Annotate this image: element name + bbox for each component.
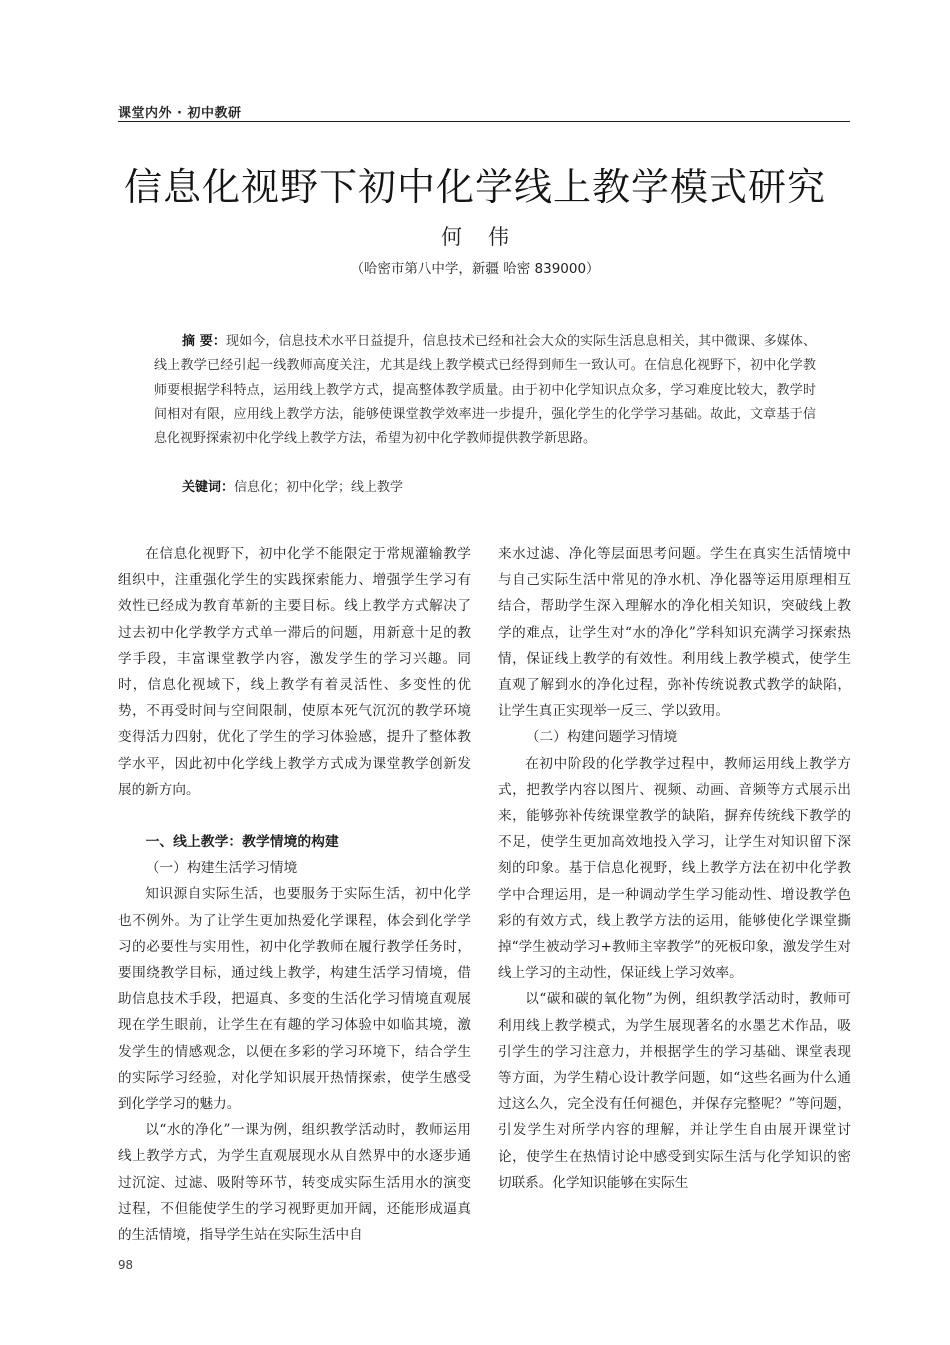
abstract: [154, 330, 816, 451]
keywords-text: 信息化；初中化学；线上教学: [234, 480, 404, 495]
journal-section-label: 课堂内外 · 初中教研: [118, 106, 242, 121]
keywords: [154, 476, 816, 500]
body-paragraph-continued: 来水过滤、净化等层面思考问题。学生在真实生活情境中与自己实际生活中常见的净水机、净化器等运用原理相互结合，帮助学生深入理解水的净化相关知识，突破线上教学的难点，让学生对“水的净化”学科知识充满学习探索热情，保证线上教学的有效性。利用线上教学模式，使学生直观了解到水的净化过程，弥补传统说教式教学的缺陷，让学生真正实现举一反三、学以致用。: [498, 546, 851, 720]
subsection-heading: （二）构建问题学习情境: [525, 729, 678, 746]
abstract-label: 摘 要：: [182, 334, 226, 349]
subsection-heading: （一）构建生活学习情境: [145, 860, 298, 877]
body-paragraph: 以“水的净化”一课为例，组织教学活动时，教师运用线上教学方式，为学生直观展现水从自然界中的水逐步通过沉淀、过滤、吸附等环节，转变成实际生活用水的演变过程，不但能使学生的学习视野更加开阔，还能形成逼真的生活情境，指导学生站在实际生活中自: [118, 1122, 471, 1244]
body-column-right: [498, 541, 851, 1196]
abstract-text: 现如今，信息技术水平日益提升，信息技术已经和社会大众的实际生活息息相关，其中微课、多媒体、线上教学已经引起一线教师高度关注，尤其是线上教学模式已经得到师生一致认可。在信息化视野下，初中化学教师要根据学科特点，运用线上教学方式，提高整体教学质量。由于初中化学知识点众多，学习难度比较大，教学时间相对有限，应用线上教学方法，能够使课堂教学效率进一步提升，强化学生的化学学习基础。故此，文章基于信息化视野探索初中化学线上教学方法，希望为初中化学教师提供教学新思路。: [154, 334, 816, 447]
keywords-label: 关键词：: [182, 480, 235, 495]
article-author: 何伟: [441, 225, 535, 249]
article-title: 信息化视野下初中化学线上教学模式研究: [123, 165, 826, 209]
author-affiliation: （哈密市第八中学，新疆 哈密 839000）: [350, 261, 600, 277]
body-paragraph: 知识源自实际生活，也要服务于实际生活，初中化学也不例外。为了让学生更加热爱化学课程，体会到化学学习的必要性与实用性，初中化学教师在履行教学任务时，要围绕教学目标，通过线上教学，构建生活学习情境，借助信息技术手段，把逼真、多变的生活化学习情境直观展现在学生眼前，让学生在有趣的学习体验中如临其境，激发学生的情感观念，以便在多彩的学习环境下，结合学生的实际学习经验，对化学知识展开热情探索，使学生感受到化学学习的魅力。: [118, 886, 471, 1113]
intro-paragraph: 在信息化视野下，初中化学不能限定于常规灌输教学组织中，注重强化学生的实践探索能力、增强学生学习有效性已经成为教育革新的主要目标。线上教学方式解决了过去初中化学教学方式单一滞后的问题，用新意十足的教学手段，丰富课堂教学内容，激发学生的学习兴趣。同时，信息化视域下，线上教学有着灵活性、多变性的优势，不再受时间与空间限制，使原本死气沉沉的教学环境变得活力四射，优化了学生的学习体验感，提升了整体教学水平，因此初中化学线上教学方式成为课堂教学创新发展的新方向。: [118, 546, 471, 798]
page-number: 98: [118, 1257, 134, 1272]
header-rule: [118, 121, 850, 122]
body-column-left: [118, 541, 471, 1248]
section-heading: 一、线上教学：教学情境的构建: [145, 834, 339, 851]
body-paragraph: 在初中阶段的化学教学过程中，教师运用线上教学方式，把教学内容以图片、视频、动画、音频等方式展示出来，能够弥补传统课堂教学的缺陷，摒弃传统线下教学的不足，使学生更加高效地投入学习，让学生对知识留下深刻的印象。基于信息化视野，线上教学方法在初中化学教学中合理运用，是一种调动学生学习能动性、增设教学色彩的有效方式，线上教学方法的运用，能够使化学课堂撕掉“学生被动学习+教师主宰教学”的死板印象，激发学生对线上学习的主动性，保证线上学习效率。: [498, 755, 851, 982]
body-paragraph: 以“碳和碳的氧化物”为例，组织教学活动时，教师可利用线上教学模式，为学生展现著名的水墨艺术作品，吸引学生的学习注意力，并根据学生的学习基础、课堂表现等方面，为学生精心设计教学问题，如“这些名画为什么通过这么久，完全没有任何褪色，并保存完整呢？”等问题，引发学生对所学内容的理解，并让学生自由展开课堂讨论，使学生在热情讨论中感受到实际生活与化学知识的密切联系。化学知识能够在实际生: [498, 991, 851, 1191]
